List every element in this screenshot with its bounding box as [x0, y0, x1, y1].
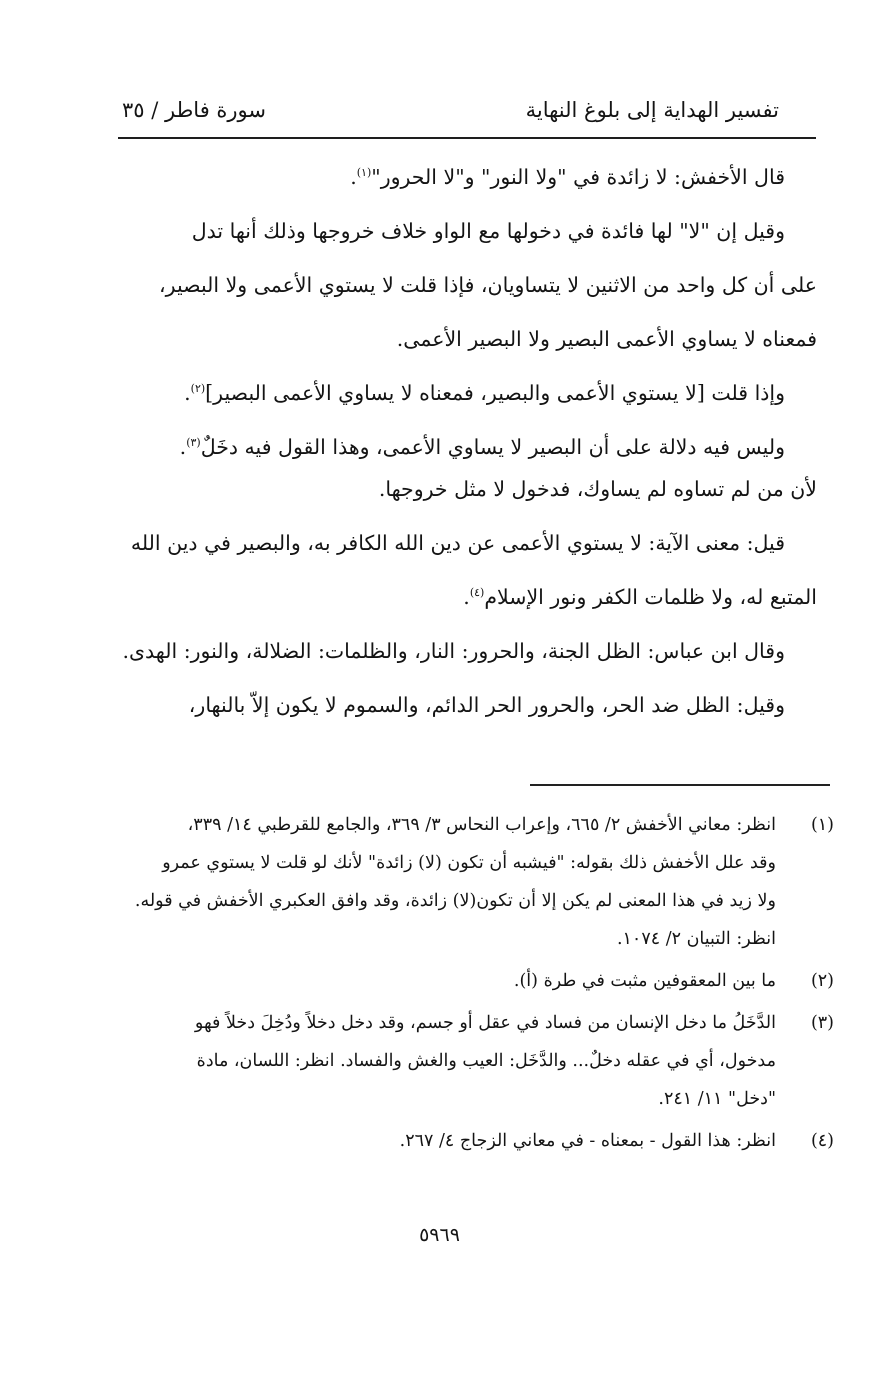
footnote: [104, 962, 834, 1000]
footnote-text: انظر: معاني الأخفش ٢/ ٦٦٥، وإعراب النحاس ٣/ ٣٦٩، والجامع للقرطبي ١٤/ ٣٣٩، وقد علل الأخفش ذلك بقوله: "فيشبه أن تكون (لا) زائدة" لأنك لو قلت لا يستوي عمرو ولا زيد في هذا المعنى لم يكن إلا أن تكون(لا) زائدة، وقد وافق العكبري الأخفش في قوله. انظر: التبيان ٢/ ١٠٧٤.: [134, 815, 776, 949]
text-line: وقيل إن "لا" لها فائدة في دخولها مع الواو خلاف خروجها وذلك أنها تدل: [191, 219, 785, 243]
footnote-text: انظر: هذا القول - بمعناه - في معاني الزجاج ٤/ ٢٦٧.: [399, 1131, 776, 1151]
footnote-marker: (٤): [469, 586, 485, 600]
paragraph: [117, 150, 817, 204]
header-rule: [118, 137, 816, 139]
running-header-book-title: تفسير الهداية إلى بلوغ النهاية: [525, 98, 779, 122]
footnote-marker: (١): [356, 166, 372, 180]
footnote: [104, 1004, 834, 1118]
page-number: ٥٩٦٩: [419, 1224, 460, 1246]
footnote-marker: (٣): [186, 436, 201, 450]
text-line: المتبع له، ولا ظلمات الكفر ونور الإسلام$^{(٤)}$.: [463, 585, 817, 609]
footnote-number: (١): [810, 815, 834, 835]
footnotes: [104, 806, 834, 1164]
main-text: [117, 150, 817, 732]
text-line: وإذا قلت [لا يستوي الأعمى والبصير، فمعناه لا يساوي الأعمى البصير]$^{(٢)}$.: [184, 381, 785, 405]
footnote-text: ما بين المعقوفين مثبت في طرة (أ).: [513, 971, 776, 991]
footnote-marker: (٢): [190, 382, 206, 396]
text-line: على أن كل واحد من الاثنين لا يتساويان، فإذا قلت لا يستوي الأعمى ولا البصير،: [159, 273, 817, 297]
text-line: قيل: معنى الآية: لا يستوي الأعمى عن دين الله الكافر به، والبصير في دين الله: [130, 531, 785, 555]
text-line: وقال ابن عباس: الظل الجنة، والحرور: النار، والظلمات: الضلالة، والنور: الهدى.: [122, 639, 785, 663]
footnote-number: (٣): [810, 1013, 834, 1033]
footnote-separator: [530, 784, 830, 786]
text-line: لأن من لم تساوه لم يساوك، فدخول لا مثل خروجها.: [378, 477, 817, 501]
text-line: قال الأخفش: لا زائدة في "ولا النور" و"لا الحرور"$^{(١)}$.: [350, 165, 785, 189]
footnote-number: (٢): [810, 971, 834, 991]
paragraph: [117, 678, 817, 732]
footnote-text: الدَّخَلُ ما دخل الإنسان من فساد في عقل أو جسم، وقد دخل دخلاً ودُخِلَ دخلاً فهو مدخول، أي في عقله دخلٌ... والدَّخَل: العيب والغش والفساد. انظر: اللسان، مادة "دخل" ١١/ ٢٤١.: [194, 1013, 776, 1109]
footnote-number: (٤): [810, 1131, 834, 1151]
text-line: وليس فيه دلالة على أن البصير لا يساوي الأعمى، وهذا القول فيه دخَلٌ$^{(٣)}$.: [179, 435, 785, 459]
running-header-surah: سورة فاطر / ٣٥: [122, 98, 266, 122]
footnote: [104, 1122, 834, 1160]
paragraph: [117, 204, 817, 366]
paragraph: [117, 516, 817, 624]
text-line: فمعناه لا يساوي الأعمى البصير ولا البصير الأعمى.: [396, 327, 817, 351]
paragraph: [117, 366, 817, 420]
paragraph: [117, 624, 817, 678]
footnote: [104, 806, 834, 958]
text-line: وقيل: الظل ضد الحر، والحرور الحر الدائم، والسموم لا يكون إلاّ بالنهار،: [188, 693, 785, 717]
